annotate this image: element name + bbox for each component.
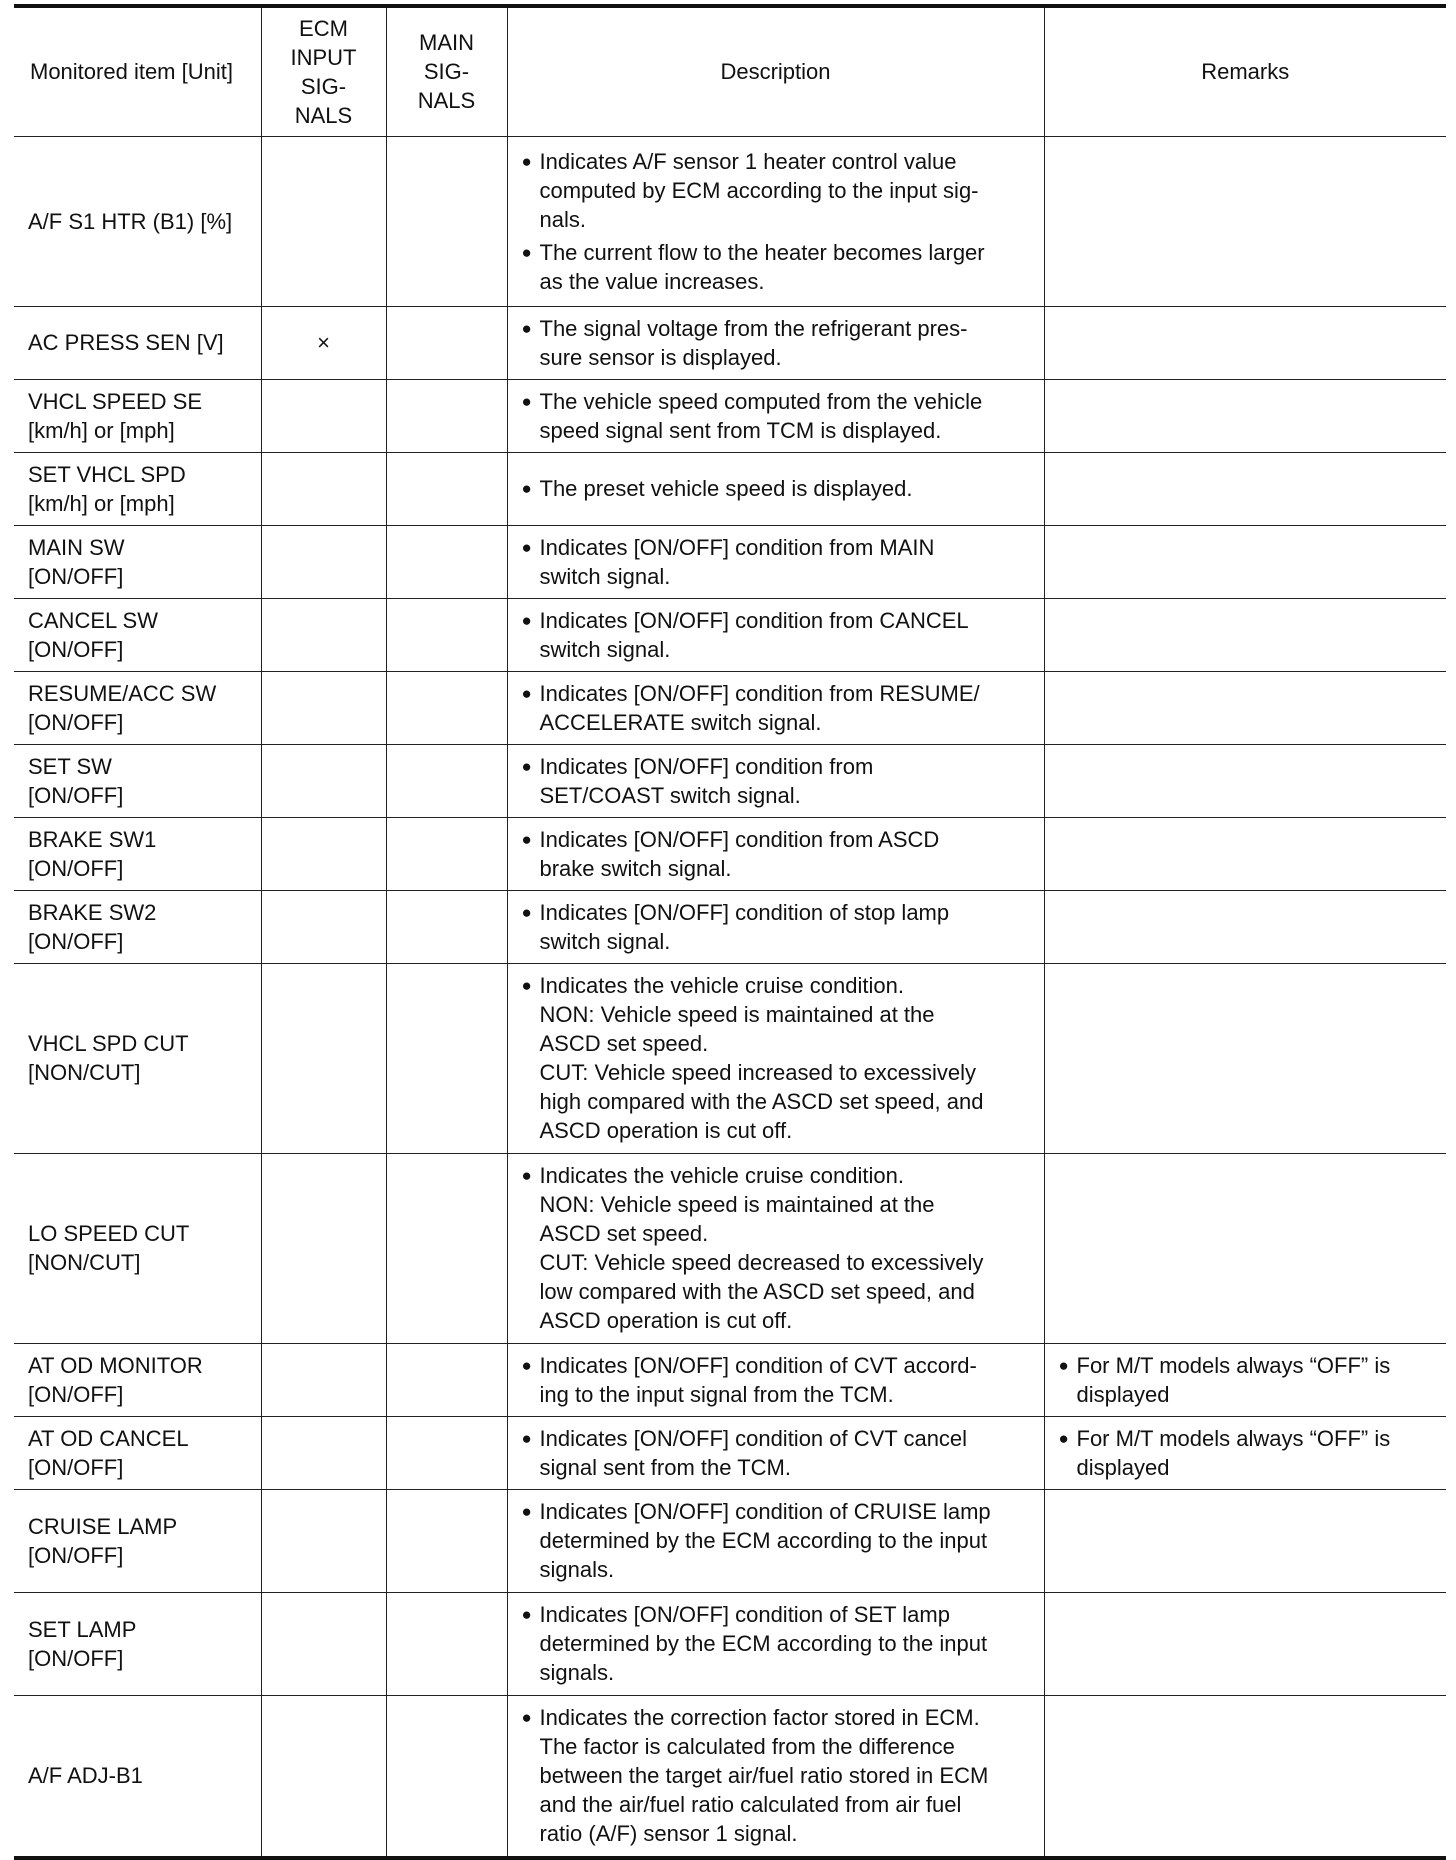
ecm-input-signal-cell — [261, 598, 386, 671]
description-cell — [507, 1153, 1044, 1343]
description-bullet — [522, 1161, 1034, 1335]
description-cell — [507, 671, 1044, 744]
remarks-cell — [1044, 1592, 1446, 1695]
monitored-item-label: AT OD CANCEL [ON/OFF] — [28, 1425, 189, 1480]
table-row — [14, 1343, 1446, 1416]
monitored-item-cell — [14, 1343, 261, 1416]
ecm-input-signal-cell — [261, 1592, 386, 1695]
monitored-item-cell — [14, 306, 261, 379]
main-signal-cell — [386, 890, 507, 963]
description-cell — [507, 379, 1044, 452]
ecm-input-signal-cell — [261, 1695, 386, 1858]
description-bullet — [522, 1703, 1034, 1848]
table-row — [14, 136, 1446, 306]
bullet-dot-icon: ● — [521, 829, 532, 849]
description-text: Indicates [ON/OFF] condition from RESUME/ ACCELERATE switch signal. — [539, 680, 980, 735]
main-signal-cell — [386, 379, 507, 452]
monitored-item-cell — [14, 1592, 261, 1695]
main-signal-cell — [386, 744, 507, 817]
monitored-item-cell — [14, 963, 261, 1153]
main-signal-cell — [386, 1489, 507, 1592]
bullet-dot-icon: ● — [521, 318, 532, 338]
monitored-item-label: MAIN SW [ON/OFF] — [28, 534, 125, 589]
description-cell — [507, 1416, 1044, 1489]
monitored-item-cell — [14, 817, 261, 890]
description-text: Indicates [ON/OFF] condition of stop lamp switch signal. — [539, 899, 950, 954]
remarks-cell — [1044, 1695, 1446, 1858]
remarks-text: For M/T models always “OFF” is displayed — [1076, 1352, 1391, 1407]
monitored-item-label: SET VHCL SPD [km/h] or [mph] — [28, 461, 186, 516]
main-signal-cell — [386, 136, 507, 306]
ecm-input-signal-cell — [261, 1416, 386, 1489]
description-bullet — [522, 679, 1034, 737]
description-cell — [507, 1695, 1044, 1858]
description-bullet — [522, 1424, 1034, 1482]
header-main-signals: MAIN SIG- NALS — [386, 6, 507, 136]
description-bullet — [522, 825, 1034, 883]
description-text: Indicates A/F sensor 1 heater control value computed by ECM according to the input sig- nals. — [539, 148, 979, 232]
description-bullet — [522, 971, 1034, 1145]
description-text: The signal voltage from the refrigerant pres- sure sensor is displayed. — [539, 315, 968, 370]
main-signal-cell — [386, 1153, 507, 1343]
bullet-dot-icon: ● — [521, 1502, 532, 1521]
table-row — [14, 671, 1446, 744]
ecm-input-signal-cell — [261, 744, 386, 817]
main-signal-cell — [386, 963, 507, 1153]
table-row — [14, 1695, 1446, 1858]
monitored-item-label: BRAKE SW2 [ON/OFF] — [28, 899, 157, 954]
bullet-dot-icon: ● — [521, 1428, 532, 1448]
monitored-item-label: SET LAMP [ON/OFF] — [28, 1616, 137, 1671]
table-row — [14, 963, 1446, 1153]
ecm-input-signal-cell — [261, 890, 386, 963]
main-signal-cell — [386, 525, 507, 598]
description-bullet — [522, 147, 1034, 234]
bullet-dot-icon: ● — [1058, 1428, 1069, 1448]
description-cell — [507, 306, 1044, 379]
description-cell — [507, 1343, 1044, 1416]
main-signal-cell — [386, 452, 507, 525]
header-monitored-item: Monitored item [Unit] — [14, 6, 261, 136]
description-cell — [507, 744, 1044, 817]
bullet-dot-icon: ● — [521, 479, 532, 498]
main-signal-cell — [386, 671, 507, 744]
monitored-item-label: VHCL SPD CUT [NON/CUT] — [28, 1031, 189, 1085]
bullet-dot-icon: ● — [521, 1166, 532, 1185]
remarks-cell — [1044, 598, 1446, 671]
table-row — [14, 1153, 1446, 1343]
description-cell — [507, 1592, 1044, 1695]
description-text: The preset vehicle speed is displayed. — [539, 476, 913, 501]
main-signal-cell — [386, 306, 507, 379]
ecm-input-signal-cell — [261, 136, 386, 306]
description-cell — [507, 136, 1044, 306]
monitored-item-cell — [14, 890, 261, 963]
description-bullet — [522, 606, 1034, 664]
bullet-dot-icon: ● — [521, 391, 532, 411]
monitored-item-label: CANCEL SW [ON/OFF] — [28, 607, 158, 662]
remarks-bullet — [1059, 1424, 1437, 1482]
table-row — [14, 306, 1446, 379]
monitored-item-cell — [14, 452, 261, 525]
remarks-cell — [1044, 817, 1446, 890]
bullet-dot-icon: ● — [521, 756, 532, 776]
table-body — [14, 136, 1446, 1858]
remarks-cell — [1044, 1416, 1446, 1489]
remarks-cell — [1044, 1489, 1446, 1592]
monitor-item-table — [14, 4, 1446, 1860]
bullet-dot-icon: ● — [521, 902, 532, 922]
bullet-dot-icon: ● — [521, 537, 532, 557]
description-text: The current flow to the heater becomes larger as the value increases. — [539, 239, 985, 294]
bullet-dot-icon: ● — [521, 610, 532, 630]
description-bullet — [522, 474, 1034, 503]
monitored-item-cell — [14, 598, 261, 671]
ecm-input-signal-cell — [261, 817, 386, 890]
table-row — [14, 1489, 1446, 1592]
main-signal-cell — [386, 817, 507, 890]
description-cell — [507, 890, 1044, 963]
main-signal-cell — [386, 598, 507, 671]
description-text: Indicates [ON/OFF] condition of SET lamp determined by the ECM according to the input signals. — [539, 1602, 988, 1685]
bullet-dot-icon: ● — [521, 976, 532, 995]
description-cell — [507, 525, 1044, 598]
description-cell — [507, 452, 1044, 525]
monitored-item-cell — [14, 1695, 261, 1858]
description-bullet — [522, 1497, 1034, 1584]
description-text: Indicates [ON/OFF] condition of CVT accord- ing to the input signal from the TCM. — [539, 1352, 977, 1407]
monitored-item-cell — [14, 1153, 261, 1343]
description-cell — [507, 817, 1044, 890]
remarks-text: For M/T models always “OFF” is displayed — [1076, 1425, 1391, 1480]
monitored-item-label: VHCL SPEED SE [km/h] or [mph] — [28, 388, 203, 443]
bullet-dot-icon: ● — [1058, 1355, 1069, 1375]
description-bullet — [522, 387, 1034, 445]
header-remarks: Remarks — [1044, 6, 1446, 136]
main-signal-cell — [386, 1592, 507, 1695]
description-cell — [507, 963, 1044, 1153]
description-bullet — [522, 238, 1034, 296]
monitored-item-cell — [14, 1416, 261, 1489]
description-text: Indicates the vehicle cruise condition. NON: Vehicle speed is maintained at the ASCD set speed. CUT: Vehicle speed increased to excessively high compared with the ASCD set speed, and ASCD operation is cut off. — [539, 973, 984, 1143]
table-row — [14, 379, 1446, 452]
description-bullet — [522, 898, 1034, 956]
table-row — [14, 890, 1446, 963]
monitored-item-label: CRUISE LAMP [ON/OFF] — [28, 1513, 178, 1568]
table-row — [14, 744, 1446, 817]
description-bullet — [522, 533, 1034, 591]
header-row — [14, 6, 1446, 136]
description-cell — [507, 598, 1044, 671]
description-text: Indicates [ON/OFF] condition from CANCEL switch signal. — [539, 607, 969, 662]
description-text: Indicates [ON/OFF] condition from ASCD brake switch signal. — [539, 826, 940, 881]
monitored-item-label: A/F ADJ-B1 — [28, 1763, 143, 1789]
description-text: The vehicle speed computed from the vehicle speed signal sent from TCM is displayed. — [539, 388, 983, 443]
remarks-cell — [1044, 379, 1446, 452]
table-row — [14, 452, 1446, 525]
table-row — [14, 525, 1446, 598]
table-row — [14, 1416, 1446, 1489]
description-bullet — [522, 314, 1034, 372]
ecm-input-signal-cell — [261, 379, 386, 452]
ecm-input-signal-cell — [261, 1153, 386, 1343]
description-text: Indicates [ON/OFF] condition of CRUISE lamp determined by the ECM according to the input signals. — [539, 1499, 991, 1582]
monitored-item-cell — [14, 744, 261, 817]
remarks-cell — [1044, 890, 1446, 963]
description-text: Indicates the correction factor stored in ECM. The factor is calculated from the difference between the target air/fuel ratio stored in ECM and the air/fuel ratio calculated from air fuel ratio (A/F) sensor 1 signal. — [539, 1705, 989, 1847]
monitored-item-label: AT OD MONITOR [ON/OFF] — [28, 1352, 203, 1407]
ecm-input-signal-cell — [261, 452, 386, 525]
monitored-item-label: LO SPEED CUT [NON/CUT] — [28, 1221, 190, 1275]
ecm-input-signal-cell — [261, 671, 386, 744]
monitored-item-label: RESUME/ACC SW [ON/OFF] — [28, 680, 217, 735]
main-signal-cell — [386, 1416, 507, 1489]
header-ecm-input-signals: ECM INPUT SIG- NALS — [261, 6, 386, 136]
description-cell — [507, 1489, 1044, 1592]
remarks-cell — [1044, 306, 1446, 379]
remarks-cell — [1044, 136, 1446, 306]
remarks-cell — [1044, 525, 1446, 598]
remarks-bullet — [1059, 1351, 1437, 1409]
bullet-dot-icon: ● — [521, 1605, 532, 1624]
ecm-input-signal-cell — [261, 963, 386, 1153]
main-signal-cell — [386, 1343, 507, 1416]
ecm-input-signal-cell — [261, 525, 386, 598]
description-bullet — [522, 752, 1034, 810]
table-row — [14, 598, 1446, 671]
remarks-cell — [1044, 1153, 1446, 1343]
description-text: Indicates [ON/OFF] condition from MAIN switch signal. — [539, 534, 935, 589]
main-signal-cell — [386, 1695, 507, 1858]
ecm-input-signal-cell — [261, 1489, 386, 1592]
remarks-cell — [1044, 671, 1446, 744]
ecm-input-signal-cell — [261, 1343, 386, 1416]
bullet-dot-icon: ● — [521, 683, 532, 703]
remarks-cell — [1044, 452, 1446, 525]
table-row — [14, 817, 1446, 890]
bullet-dot-icon: ● — [521, 1355, 532, 1375]
monitored-item-cell — [14, 379, 261, 452]
monitored-item-cell — [14, 136, 261, 306]
monitored-item-label: A/F S1 HTR (B1) [%] — [28, 208, 233, 234]
ecm-input-signal-cell: × — [261, 306, 386, 379]
remarks-cell — [1044, 744, 1446, 817]
bullet-dot-icon: ● — [521, 151, 532, 171]
monitored-item-cell — [14, 525, 261, 598]
description-bullet — [522, 1600, 1034, 1687]
table-row — [14, 1592, 1446, 1695]
description-text: Indicates the vehicle cruise condition. NON: Vehicle speed is maintained at the ASCD set speed. CUT: Vehicle speed decreased to excessively low compared with the ASCD set speed, and ASCD operation is cut off. — [539, 1163, 984, 1333]
monitored-item-label: AC PRESS SEN [V] — [28, 330, 224, 355]
monitored-item-label: BRAKE SW1 [ON/OFF] — [28, 826, 157, 881]
description-text: Indicates [ON/OFF] condition of CVT cancel signal sent from the TCM. — [539, 1425, 968, 1480]
remarks-cell — [1044, 1343, 1446, 1416]
header-description: Description — [507, 6, 1044, 136]
monitored-item-label: SET SW [ON/OFF] — [28, 753, 124, 808]
monitored-item-cell — [14, 671, 261, 744]
bullet-dot-icon: ● — [521, 1708, 532, 1728]
description-bullet — [522, 1351, 1034, 1409]
remarks-cell — [1044, 963, 1446, 1153]
monitored-item-cell — [14, 1489, 261, 1592]
bullet-dot-icon: ● — [521, 242, 532, 262]
description-text: Indicates [ON/OFF] condition from SET/COAST switch signal. — [539, 753, 874, 808]
